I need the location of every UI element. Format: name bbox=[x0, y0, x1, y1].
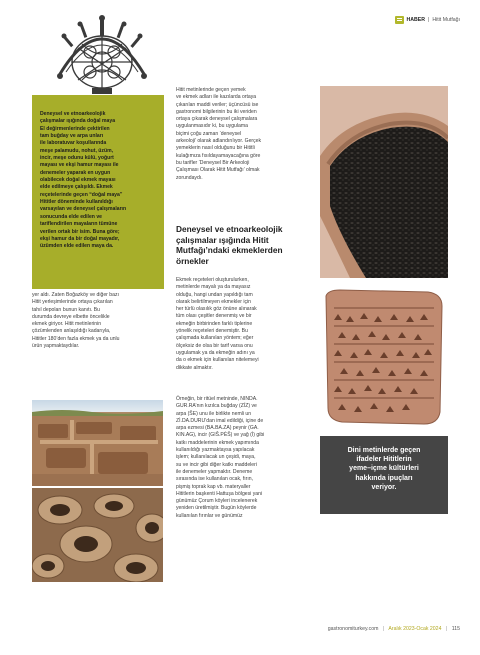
text-line: sırasında ise kullanılan ocak, fırın, bbox=[176, 476, 254, 483]
text-line: Çalışması Olarak Hitit Mutfağı’ olmak bbox=[176, 167, 260, 174]
highlight-line: tariflendirilen mayaların tümüne bbox=[40, 221, 118, 228]
middle-column-mid-text bbox=[176, 277, 310, 372]
highlight-line: ekşi hamur da bir doğal mayadır, bbox=[40, 235, 120, 242]
caption-line: yeme–içme kültürleri bbox=[349, 465, 419, 473]
excavation-ruins-photo bbox=[32, 400, 163, 486]
highlight-line: reçetelerinde geçen “doğal maya” bbox=[40, 191, 123, 198]
text-line: Hitit metinlerinde geçen yemek bbox=[176, 87, 246, 93]
text-line: kulağımıza fısıldayamayacağına göre bbox=[176, 152, 261, 159]
page-number: 115 bbox=[451, 626, 460, 632]
text-line: kullanıldığı yazmaktaysa yapılacak bbox=[176, 447, 255, 454]
caption-line: Dini metinlerde geçen bbox=[347, 447, 421, 454]
highlight-line: verilen ortak bir isim. Buna göre; bbox=[40, 228, 120, 235]
section-header bbox=[395, 16, 461, 24]
magazine-section-icon bbox=[395, 16, 404, 24]
text-line: tahıl depoları bunun kanıtı. Bu bbox=[32, 306, 100, 313]
text-line: uygulanmasıdır ki, bu uygulama bbox=[176, 123, 248, 130]
section-name: HABER bbox=[406, 17, 425, 23]
text-line: ekmeğin birbirinden farklı tiplerine bbox=[176, 320, 253, 327]
section-heading bbox=[176, 224, 310, 266]
text-line: durumda devreye elbette öncelikle bbox=[32, 313, 110, 320]
text-line: tüm olası çeşitler denenmiş ve bir bbox=[176, 313, 252, 320]
text-line: Hititler 180’den fazla ekmek ya da unlu bbox=[32, 335, 120, 342]
text-line: çalışmada kullanılan yöntem; eğer bbox=[176, 335, 254, 342]
storage-jars-photo bbox=[32, 488, 163, 582]
heading-line: örnekler bbox=[176, 255, 209, 266]
text-line: pişmiş toprak kap vb. materyaller bbox=[176, 483, 251, 490]
caption-line: veriyor. bbox=[371, 483, 397, 491]
text-line: Hititlerin başkenti Hattuşa bölgesi yani bbox=[176, 490, 263, 497]
hittite-sun-disk-image bbox=[52, 14, 152, 104]
highlight-line: üzümden elde edilen maya da. bbox=[40, 243, 114, 250]
highlight-line: ile laboratuvar koşullarında bbox=[40, 140, 107, 147]
text-line: ürün yapmaktaydılar. bbox=[32, 343, 80, 350]
text-line: Hitit yerleşimlerinde ortaya çıkarılan bbox=[32, 299, 113, 306]
text-line: da o ekmek için kullanılan nitelemeyi bbox=[176, 357, 259, 364]
highlight-line: tam buğday ve arpa unları bbox=[40, 133, 104, 140]
highlight-line: Deneysel ve etnoarkeolojik bbox=[40, 111, 106, 117]
highlight-line: incir, meşe odunu külü, yoğurt bbox=[40, 155, 114, 162]
caption-line: hakkında ipuçları bbox=[355, 474, 413, 482]
heading-line: çalışmalar ışığında Hitit bbox=[176, 234, 269, 245]
black-seeds-photo bbox=[320, 86, 448, 278]
highlight-line: mayası ve ekşi hamur mayası ile bbox=[40, 162, 119, 169]
text-line: çözümlenden anlaşıldığı kadarıyla, bbox=[32, 328, 111, 335]
text-line: ölçeksiz de olsa bir tarif varsa onu bbox=[176, 342, 253, 349]
text-line: yönelik reçeteleri denemiştir. Bu bbox=[176, 328, 248, 335]
text-line: KIN.AG), incir (GIŠ.PÈŠ) ve yağ (Ì) gibi bbox=[176, 432, 265, 439]
text-line: bu tarifler ‘Deneysel Bir Arkeoloji bbox=[176, 159, 250, 166]
middle-column-top-text bbox=[176, 87, 310, 182]
footer-issue-date: Aralık 2023-Ocak 2024 bbox=[388, 626, 442, 632]
text-line: olarak belirtilmeyen ekmekler için bbox=[176, 298, 252, 305]
text-line: su ve incir gibi diğer katkı maddeleri bbox=[176, 461, 257, 468]
text-line: ortaya çıkarak deneysel çalışmalara bbox=[176, 116, 258, 123]
text-line: arpa ezmesi (BA.BA.ZA) peynir (GA. bbox=[176, 425, 259, 432]
text-line: yeniden üretilmiştir. Bugün köylerde bbox=[176, 505, 257, 512]
caption-box bbox=[320, 436, 448, 514]
text-line: olduğu, hangi undan yapıldığı tam bbox=[176, 291, 253, 298]
text-line: GUR.RA’nın kızılca buğday (ZÍZ) ve bbox=[176, 403, 257, 410]
text-line: gastronomi bilgilerinin bu iki veriden bbox=[176, 108, 257, 115]
highlight-box bbox=[32, 95, 164, 289]
highlight-line: sonucunda elde edilen ve bbox=[40, 213, 102, 220]
highlight-line: meşe palamudu, nohut, üzüm, bbox=[40, 147, 114, 154]
left-column-text bbox=[32, 292, 164, 350]
text-line: Örneğin, bir ritüel metninde, NINDA. bbox=[176, 396, 258, 402]
text-line: ZÌ.DA.DURU’dan imal edildiği, içine de bbox=[176, 417, 264, 424]
highlight-line: çalışmalar ışığında doğal maya bbox=[40, 118, 116, 125]
highlight-line: varsayılan ve deneysel çalışmaların bbox=[40, 206, 127, 213]
text-line: arkeoloji’ olarak adlandırılıyor. Gerçek bbox=[176, 138, 262, 145]
highlight-line: El değirmenlerinde çektirilen bbox=[40, 125, 110, 132]
text-line: dikkate almaktır. bbox=[176, 364, 213, 371]
heading-line: Mutfağı’ndaki ekmeklerden bbox=[176, 245, 283, 256]
text-line: zorundaydı. bbox=[176, 174, 203, 181]
heading-line: Deneysel ve etnoarkeolojik bbox=[176, 224, 283, 234]
footer-site: gastronomiturkey.com bbox=[327, 626, 379, 632]
highlight-line: olabilecek doğal ekmek mayası bbox=[40, 177, 116, 184]
text-line: katkı maddelerinin ekmek yapımında bbox=[176, 439, 259, 446]
text-line: yer aldı. Zaten Boğazköy ve diğer bazı bbox=[32, 292, 119, 298]
highlight-line: elde edilmeye çalışıldı. Ekmek bbox=[40, 184, 113, 191]
highlight-line: Hititler döneminde kullanıldığı bbox=[40, 199, 113, 206]
caption-line: ifadeler Hititlerin bbox=[356, 456, 412, 464]
subsection-name: Hitit Mutfağı bbox=[432, 17, 460, 23]
footer-separator: | bbox=[445, 626, 448, 632]
cuneiform-tablet-photo bbox=[320, 286, 448, 430]
text-line: ile denemeler yapmaktır. Deneme bbox=[176, 468, 253, 475]
text-line: kullanılan fırınlar ve günümüz bbox=[176, 512, 243, 519]
text-line: metinlerde mayalı ya da mayasız bbox=[176, 284, 251, 291]
page-footer bbox=[328, 626, 460, 632]
footer-separator: | bbox=[382, 626, 385, 632]
middle-column-bottom-text bbox=[176, 396, 310, 520]
text-line: ve ekmek adları ile kazılarda ortaya bbox=[176, 94, 257, 101]
text-line: Ekmek reçeteleri oluşturulurken, bbox=[176, 277, 249, 283]
text-line: ekmek giriyor. Hitit metinlerinin bbox=[32, 321, 102, 328]
text-line: her türlü olasılık göz önüne alınarak bbox=[176, 306, 257, 313]
text-line: yemeklerin nasıl olduğunu bir Hititli bbox=[176, 145, 255, 152]
text-line: günümüz Çorum köyleri incelenerek bbox=[176, 498, 258, 505]
text-line: işlem; kullanılacak un çeşidi, maya, bbox=[176, 454, 256, 461]
header-separator: | bbox=[427, 17, 430, 23]
text-line: uygulamak ya da ekmeğin adını ya bbox=[176, 349, 255, 356]
text-line: arpa (ŠE) unu ile birlikte nemli un bbox=[176, 410, 252, 417]
text-line: biçimi çoğu zaman ‘deneysel bbox=[176, 130, 242, 137]
text-line: çıkarılan maddi veriler; üçüncüsü ise bbox=[176, 101, 259, 108]
highlight-line: denemeler yaparak en uygun bbox=[40, 169, 111, 176]
